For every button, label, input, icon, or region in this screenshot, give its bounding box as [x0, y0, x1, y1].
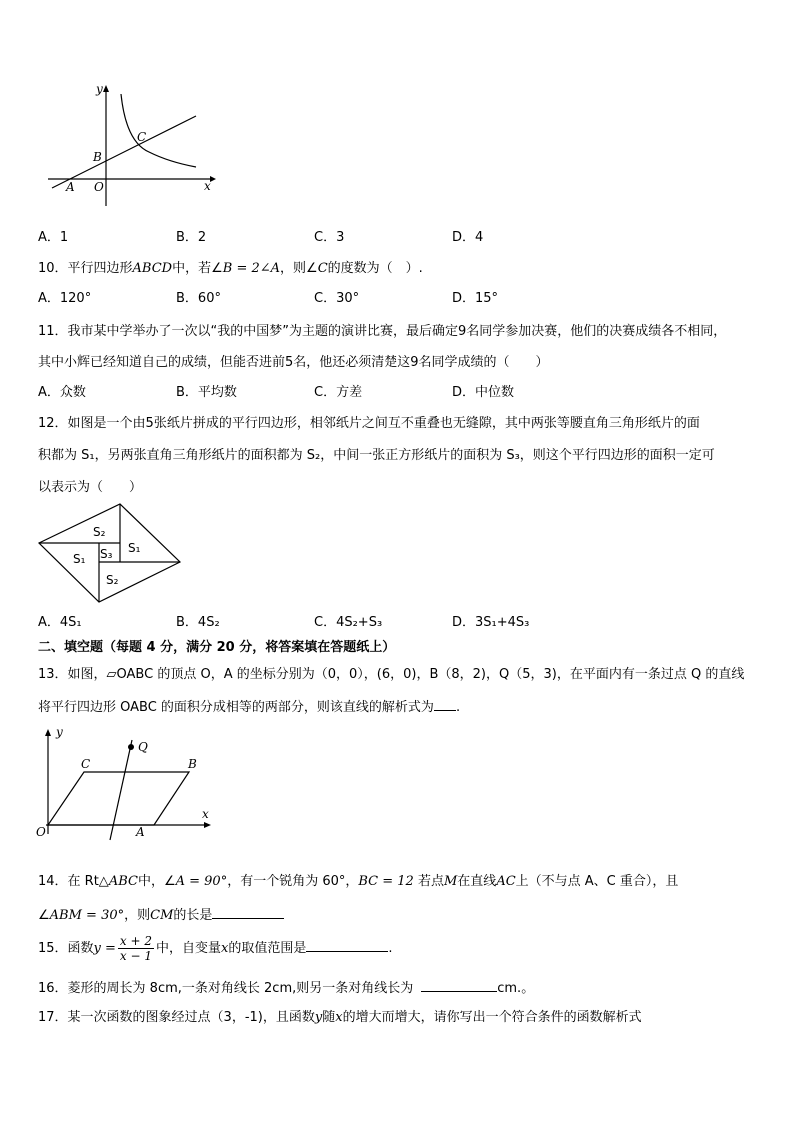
q16-answer-blank[interactable]: [421, 978, 497, 992]
q12-option-d: D．3S₁+4S₃: [452, 615, 530, 630]
q12-option-c: C．4S₂+S₃: [314, 615, 383, 630]
q11-option-c: C．方差: [314, 385, 363, 400]
q10-option-b: B．60°: [176, 291, 221, 306]
parallelogram-oabc: [48, 772, 189, 825]
x-axis-arrow-icon: [210, 176, 216, 182]
q10-option-d: D．15°: [452, 291, 499, 306]
x-label: x: [204, 179, 211, 193]
point-b-label: B: [93, 150, 102, 164]
point-a-label: A: [66, 180, 75, 194]
a-label: A: [136, 825, 145, 839]
q9-option-d: D．4: [452, 230, 484, 245]
point-q-dot: [128, 744, 134, 750]
q11-option-b: B．平均数: [176, 385, 237, 400]
q12-stem-line3: 以表示为（ ）: [38, 480, 143, 495]
q12-stem-line1: 12．如图是一个由5张纸片拼成的平行四边形，相邻纸片之间互不重叠也无缝隙，其中两张等腰直角三角形纸片的面: [38, 416, 700, 431]
q10-stem: 10．平行四边形ABCD中，若∠B = 2∠A，则∠C的度数为（ ）.: [38, 261, 423, 276]
origin-label: O: [94, 180, 104, 194]
q17-stem: 17．某一次函数的图象经过点（3，-1)，且函数y随x的增大而增大，请你写出一个符合条件的函数解析式: [38, 1010, 642, 1025]
q12-option-a: A．4S₁: [38, 615, 82, 630]
q11-stem-line2: 其中小辉已经知道自己的成绩，但能否进前5名，他还必须清楚这9名同学成绩的（ ）: [38, 355, 549, 370]
q10-option-c: C．30°: [314, 291, 360, 306]
y-axis-arrow-icon: [103, 85, 109, 92]
b-label: B: [188, 757, 197, 771]
section-heading: 二、填空题（每题 4 分，满分 20 分，将答案填在答题纸上）: [38, 640, 396, 655]
q9-option-a: A．1: [38, 230, 69, 245]
q13-stem-line2: 将平行四边形 OABC 的面积分成相等的两部分，则该直线的解析式为 .: [38, 697, 460, 717]
q14-stem-line2: ∠ABM = 30°，则CM的长是: [38, 905, 284, 925]
label-s2-bottom: S₂: [106, 573, 119, 587]
q14-stem-line1: 14．在 Rt△ABC中，∠A = 90°，有一个锐角为 60°，BC = 12 若点M在直线AC上（不与点 A、C 重合），且: [38, 874, 679, 889]
y-label: y: [56, 725, 63, 739]
q11-stem-line1: 11．我市某中学举办了一次以“我的中国梦”为主题的演讲比赛，最后确定9名同学参加决赛，他们的决赛成绩各不相同，: [38, 324, 727, 339]
label-s1-left: S₁: [73, 552, 86, 566]
o-label: O: [36, 825, 46, 839]
q12-figure: [36, 502, 184, 606]
q15-fraction: $\frac{x + 2}{x - 1}$: [119, 934, 153, 963]
q16-stem: 16．菱形的周长为 8cm,一条对角线长 2cm,则另一条对角线长为 cm.。: [38, 978, 534, 998]
label-s1-right: S₁: [128, 541, 141, 555]
q10-option-a: A．120°: [38, 291, 92, 306]
x-label: x: [202, 807, 209, 821]
q11-option-d: D．中位数: [452, 385, 515, 400]
q15-answer-blank[interactable]: [306, 938, 388, 952]
label-s3-center: S₃: [100, 547, 113, 561]
q-label: Q: [138, 740, 148, 754]
q12-stem-line2: 积都为 S₁，另两张直角三角形纸片的面积都为 S₂，中间一张正方形纸片的面积为 S₃，则这个平行四边形的面积一定可: [38, 448, 715, 463]
q13-figure: [34, 724, 218, 842]
c-label: C: [81, 757, 91, 771]
q12-option-b: B．4S₂: [176, 615, 220, 630]
q9-figure: [44, 80, 224, 210]
label-s2-top: S₂: [93, 525, 106, 539]
y-label: y: [96, 82, 103, 96]
point-c-label: C: [137, 130, 147, 144]
q13-answer-blank[interactable]: [434, 697, 456, 711]
q15-stem: 15．函数y = $\frac{x + 2}{x - 1}$ 中，自变量x的取值范围是 .: [38, 934, 393, 963]
q11-option-a: A．众数: [38, 385, 86, 400]
q13-stem-line1: 13．如图，▱OABC 的顶点 O，A 的坐标分别为（0，0），(6，0)，B（8，2)，Q（5，3)，在平面内有一条过点 Q 的直线: [38, 667, 745, 682]
y-axis-arrow-icon: [45, 729, 51, 736]
hyperbola-curve: [121, 94, 196, 167]
q9-option-b: B．2: [176, 230, 207, 245]
x-axis-arrow-icon: [204, 822, 211, 828]
q14-answer-blank[interactable]: [212, 905, 284, 919]
straight-line: [52, 116, 196, 188]
q9-option-c: C．3: [314, 230, 345, 245]
